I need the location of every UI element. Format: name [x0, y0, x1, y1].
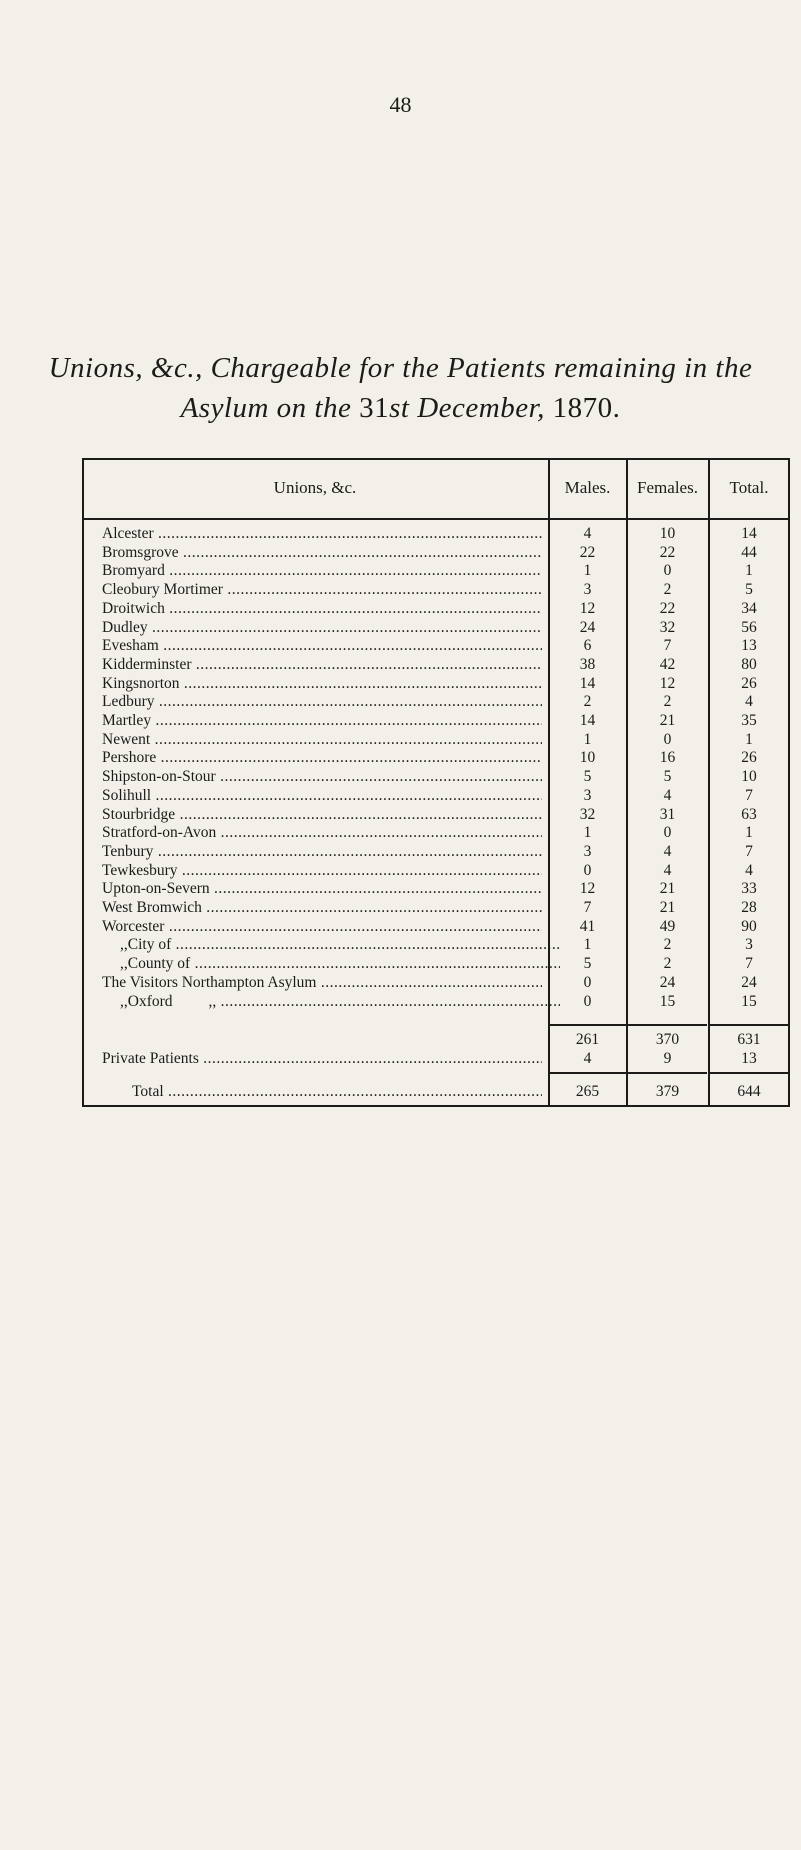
females-value: 4 — [663, 861, 672, 879]
table-row — [82, 748, 790, 767]
table-top-rule — [82, 458, 790, 460]
total-value: 28 — [741, 899, 757, 916]
total-value: 7 — [745, 955, 753, 973]
table-row — [82, 711, 790, 730]
females-value: 2 — [663, 955, 672, 973]
total-value: 33 — [741, 880, 757, 898]
males-value: 5 — [583, 768, 592, 786]
union-name — [120, 935, 560, 954]
union-name: Upton-on-Severn ..... — [102, 879, 542, 898]
union-name: Kingsnorton ..... — [102, 674, 542, 693]
grand-total-females: 379 — [655, 1083, 680, 1101]
subtotal-rule — [549, 1024, 626, 1026]
table-row — [82, 655, 790, 674]
females-value: 32 — [659, 618, 676, 636]
union-name: Bromsgrove ..... — [102, 543, 542, 562]
table-row — [82, 805, 790, 824]
males-value: 10 — [579, 749, 596, 767]
union-name: Ledbury ..... — [102, 692, 542, 711]
title-part-b: 31 — [359, 392, 390, 424]
males-value: 1 — [583, 824, 592, 842]
ditto-mark: ,, — [120, 936, 128, 954]
subtotal-row — [82, 1030, 790, 1049]
total-value: 90 — [741, 917, 757, 935]
ditto-mark: ,, — [120, 955, 128, 973]
total-value: 7 — [745, 842, 753, 860]
total-rule — [709, 1072, 789, 1074]
header-rule — [82, 518, 790, 520]
total-value: 10 — [741, 768, 757, 786]
females-value: 31 — [659, 805, 676, 823]
page-title-line-2 — [0, 392, 801, 425]
males-value: 1 — [583, 562, 592, 580]
union-name: Dudley ..... — [102, 618, 542, 637]
males-value: 7 — [583, 899, 592, 916]
females-value: 0 — [663, 730, 672, 748]
females-value: 49 — [659, 917, 676, 935]
males-value: 24 — [579, 618, 596, 636]
union-name: Bromyard ..... — [102, 561, 542, 580]
subtotal-rule — [627, 1024, 707, 1026]
males-value: 12 — [579, 599, 596, 617]
females-value: 24 — [659, 973, 676, 991]
union-name: The Visitors Northampton Asylum ..... — [102, 973, 542, 992]
total-value: 26 — [741, 674, 757, 692]
union-name: Alcester ..... — [102, 524, 542, 543]
union-name-text: Oxford — [127, 992, 173, 1010]
males-value: 5 — [583, 955, 592, 973]
union-name: Newent ..... — [102, 730, 542, 749]
total-value: 24 — [741, 973, 757, 991]
private-patients-row — [82, 1049, 790, 1068]
union-name: Solihull ..... — [102, 786, 542, 805]
table-bottom-rule — [82, 1105, 790, 1107]
private-females: 9 — [663, 1050, 672, 1068]
table-row — [82, 935, 790, 954]
union-name: Worcester ..... — [102, 917, 542, 936]
males-value: 32 — [579, 805, 596, 823]
table-row — [82, 692, 790, 711]
males-value: 14 — [579, 674, 596, 692]
union-name-text: County of — [127, 955, 191, 973]
subtotal-females: 370 — [655, 1031, 680, 1049]
union-name: Stourbridge ..... — [102, 805, 542, 824]
females-value: 2 — [663, 581, 672, 599]
grand-total-row — [82, 1082, 790, 1101]
total-value: 26 — [741, 749, 757, 767]
subtotal-males: 261 — [575, 1031, 600, 1049]
males-value: 12 — [579, 880, 596, 898]
males-value: 0 — [583, 992, 592, 1010]
table-row — [82, 879, 790, 898]
females-value: 2 — [663, 936, 672, 954]
males-value: 1 — [583, 936, 592, 954]
females-value: 7 — [663, 637, 672, 655]
males-value: 3 — [583, 786, 592, 804]
total-value: 7 — [745, 786, 753, 804]
table-row — [82, 898, 790, 917]
females-value: 21 — [659, 899, 676, 916]
females-value: 21 — [659, 712, 676, 729]
total-value: 1 — [745, 562, 753, 580]
union-name: Tenbury ..... — [102, 842, 542, 861]
table-row — [82, 618, 790, 637]
females-value: 0 — [663, 824, 672, 842]
table-row — [82, 580, 790, 599]
females-value: 42 — [659, 655, 676, 673]
table-row — [82, 543, 790, 562]
table-row — [82, 954, 790, 973]
title-part-d: 1870. — [552, 392, 621, 424]
table-row — [82, 674, 790, 693]
females-value: 15 — [659, 992, 676, 1010]
union-name-text: City of — [127, 936, 172, 954]
males-value: 1 — [583, 730, 592, 748]
union-name: Tewkesbury ..... — [102, 861, 542, 880]
total-value: 5 — [745, 581, 753, 599]
males-value: 3 — [583, 842, 592, 860]
males-value: 0 — [583, 861, 592, 879]
total-value: 13 — [741, 637, 757, 655]
table-row — [82, 599, 790, 618]
total-value: 35 — [741, 712, 757, 729]
table-row — [82, 767, 790, 786]
males-value: 22 — [579, 543, 596, 561]
females-value: 0 — [663, 562, 672, 580]
females-value: 4 — [663, 786, 672, 804]
total-value: 34 — [741, 599, 757, 617]
males-value: 3 — [583, 581, 592, 599]
females-value: 10 — [659, 525, 676, 542]
females-value: 22 — [659, 599, 676, 617]
union-name: Stratford-on-Avon ..... — [102, 823, 542, 842]
males-value: 2 — [583, 693, 592, 711]
table-row — [82, 973, 790, 992]
union-name: Cleobury Mortimer ..... — [102, 580, 542, 599]
total-value: 63 — [741, 805, 757, 823]
table-row — [82, 561, 790, 580]
chargeable-unions-table: Unions, &c. Males. Females. Total. Alcester ..... 4 10 14 Bromsgrove ..... 22 22 44 Bromyard ..... 1 0 1 Cleobury Mortimer ..... 3 2 5 Droitwich ..... 12 22 34 Dudley ..... 24 32 56 Evesham ..... 6 7 13 Kidderminster ..... 38 42 80 Kingsnorton ..... 14 12 26 Ledbury ..... 2 2 4 Martley ..... 14 21 35 Newent ..... 1 0 1 Pershore ..... 10 16 26 Shipston-on-Stour ..... 5 5 10 Solihull ..... 3 4 7 Stourbridge ..... 32 31 63 Stratford-on-Avon ..... 1 0 1 Tenbury ..... 3 4 7 Tewkesbury ..... 0 4 4 Upton-on-Severn ..... 12 21 33 West Bromwich ..... 7 21 28 Worcester ..... 41 49 90 ,,City of ..... 1 2 3 ,,County of ..... 5 2 7 The Visitors Northampton Asylum ..... 0 24 24 ,,Oxford ,, ..... 0 15 15 261 370 631 Private Patients ..... 4 9 13 Total ..... 265 379 644 — [82, 458, 790, 1850]
ditto-mark: ,, — [120, 992, 128, 1010]
total-rule — [549, 1072, 626, 1074]
total-value: 80 — [741, 655, 757, 673]
union-name: Pershore ..... — [102, 748, 542, 767]
females-value: 12 — [659, 674, 676, 692]
total-value: 14 — [741, 525, 757, 542]
females-value: 16 — [659, 749, 676, 767]
total-value: 4 — [745, 693, 753, 711]
page-title-line-1: Unions, &c., Chargeable for the Patients remaining in the — [48, 352, 753, 384]
subtotal-rule — [709, 1024, 789, 1026]
table-row — [82, 823, 790, 842]
table-row — [82, 861, 790, 880]
grand-total-label: Total ..... — [132, 1082, 542, 1101]
total-value: 56 — [741, 618, 757, 636]
union-name: Shipston-on-Stour ..... — [102, 767, 542, 786]
males-value: 14 — [579, 712, 596, 729]
ditto-mark: ,, — [208, 992, 217, 1010]
males-value: 41 — [579, 917, 596, 935]
table-row — [82, 636, 790, 655]
females-value: 22 — [659, 543, 676, 561]
table-row — [82, 730, 790, 749]
total-value: 1 — [745, 730, 753, 748]
females-value: 5 — [663, 768, 672, 786]
union-name: Droitwich ..... — [102, 599, 542, 618]
females-value: 4 — [663, 842, 672, 860]
total-value: 44 — [741, 543, 757, 561]
total-value: 3 — [745, 936, 753, 954]
private-total: 13 — [741, 1050, 757, 1068]
union-name — [120, 992, 560, 1011]
union-name — [120, 954, 560, 973]
private-patients-label: Private Patients ..... — [102, 1049, 542, 1068]
union-name: West Bromwich ..... — [102, 898, 542, 917]
private-males: 4 — [583, 1050, 592, 1068]
total-rule — [627, 1072, 707, 1074]
total-value: 15 — [741, 992, 757, 1010]
males-value: 6 — [583, 637, 592, 655]
union-name: Evesham ..... — [102, 636, 542, 655]
title-part-a: Asylum on the — [180, 392, 360, 424]
table-row — [82, 992, 790, 1011]
table-row — [82, 786, 790, 805]
males-value: 38 — [579, 655, 596, 673]
table-row — [82, 917, 790, 936]
union-name: Kidderminster ..... — [102, 655, 542, 674]
union-name: Martley ..... — [102, 711, 542, 730]
title-part-c: st December, — [389, 392, 553, 424]
females-value: 2 — [663, 693, 672, 711]
grand-total-total: 644 — [737, 1083, 761, 1101]
table-row — [82, 842, 790, 861]
subtotal-total: 631 — [737, 1031, 761, 1049]
total-value: 4 — [745, 861, 753, 879]
males-value: 4 — [583, 525, 592, 542]
grand-total-males: 265 — [575, 1083, 600, 1101]
table-row — [82, 524, 790, 543]
males-value: 0 — [583, 973, 592, 991]
page-number: 48 — [389, 92, 412, 117]
females-value: 21 — [659, 880, 676, 898]
total-value: 1 — [745, 824, 753, 842]
